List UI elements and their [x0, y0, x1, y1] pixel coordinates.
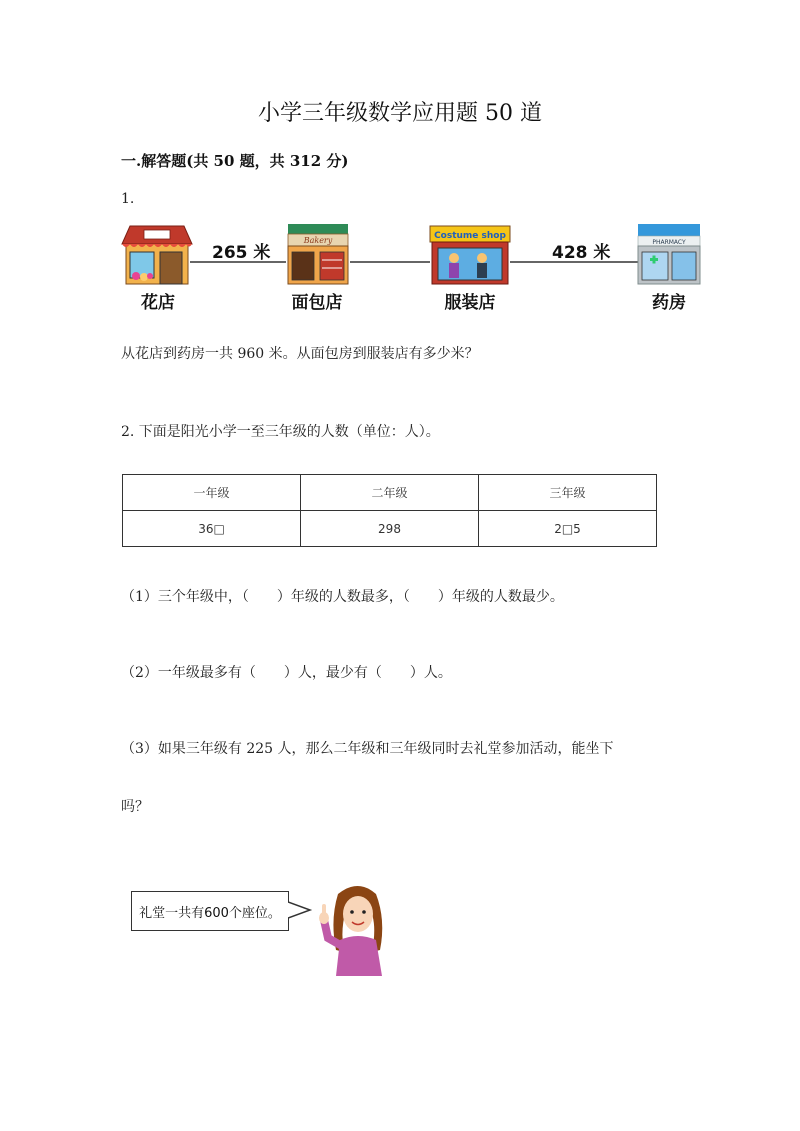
question-2-intro: 2. 下面是阳光小学一至三年级的人数（单位：人）。	[121, 424, 440, 440]
question-2-sub3-line2: 吗？	[121, 799, 149, 815]
bakery-icon	[288, 224, 348, 284]
table-cell: 2□5	[479, 511, 657, 547]
speech-bubble	[131, 891, 289, 931]
question-2-sub2: （2）一年级最多有（ ）人，最少有（ ）人。	[121, 665, 452, 681]
speech-bubble-text: 礼堂一共有600个座位。	[139, 905, 281, 921]
flower-shop-icon	[122, 226, 192, 284]
table-header-row	[123, 475, 657, 511]
table-header-cell: 二年级	[301, 475, 479, 511]
table-cell: 36□	[123, 511, 301, 547]
costume-shop-icon	[430, 226, 510, 284]
question-1-text: 从花店到药房一共 960 米。从面包房到服装店有多少米？	[121, 346, 479, 362]
page-title: 小学三年级数学应用题 50 道	[258, 101, 542, 126]
store-label-costume-shop: 服装店	[444, 293, 496, 313]
pharmacy-icon	[638, 224, 700, 284]
store-label-pharmacy: 药房	[652, 293, 686, 313]
grade-population-table	[122, 474, 657, 547]
table-header-cell: 三年级	[479, 475, 657, 511]
question-2-sub1: （1）三个年级中，（ ）年级的人数最多，（ ）年级的人数最少。	[121, 589, 564, 605]
svg-text:Bakery: Bakery	[303, 236, 333, 245]
teacher-illustration	[288, 880, 398, 980]
section-heading: 一.解答题(共 50 题，共 312 分)	[121, 152, 349, 170]
question-1-number: 1.	[121, 191, 135, 207]
svg-text:PHARMACY: PHARMACY	[652, 239, 686, 246]
question-2-sub3-line1: （3）如果三年级有 225 人，那么二年级和三年级同时去礼堂参加活动，能坐下	[121, 741, 614, 757]
distance-label-1: 265 米	[212, 243, 271, 263]
table-header-cell: 一年级	[123, 475, 301, 511]
table-row	[123, 511, 657, 547]
svg-text:Costume shop: Costume shop	[434, 231, 506, 241]
table-cell: 298	[301, 511, 479, 547]
store-label-flower-shop: 花店	[141, 293, 175, 313]
distance-label-2: 428 米	[552, 243, 611, 263]
store-route-illustration	[118, 218, 708, 313]
store-label-bakery: 面包店	[291, 293, 343, 313]
